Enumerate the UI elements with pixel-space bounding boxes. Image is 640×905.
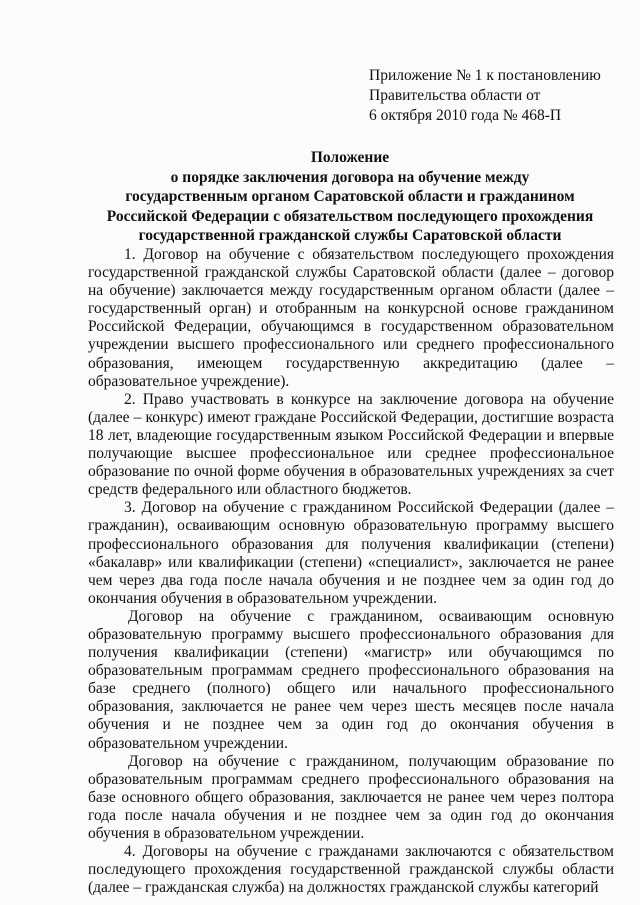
appendix-line-2: Правительства области от: [369, 87, 541, 104]
appendix-block: [369, 66, 601, 126]
title-line-5: государственной гражданской службы Саратовской области: [138, 227, 562, 244]
title-line-1: Положение: [310, 149, 390, 166]
document-body: [88, 246, 614, 897]
title-line-2: о порядке заключения договора на обучение между: [170, 168, 530, 186]
paragraph-5: Договор на обучение с гражданином, получающим образование по образовательным программам среднего профессионального образования на базе основного общего образования, заключается не ранее чем через полтора года после начала обучения и не позднее чем за один год до окончания обучения в образовательном учреждении.: [88, 752, 614, 842]
paragraph-6: 4. Договоры на обучение с гражданами заключаются с обязательством последующего прохождения государственной гражданской службы области (далее – гражданская служба) на должностях гражданской службы категорий: [88, 843, 614, 897]
title-line-3: государственным органом Саратовской области и гражданином: [125, 188, 575, 205]
appendix-line-3: 6 октября 2010 года № 468-П: [369, 107, 562, 124]
paragraph-1: 1. Договор на обучение с обязательством последующего прохождения государственной гражданской службы Саратовской области (далее – договор на обучение) заключается между государственным органом области (далее – государственный орган) и отобранным на конкурсной основе гражданином Российской Федерации, обучающимся в государственном образовательном учреждении высшего профессионального или среднего профессионального образования, имеющем государственную аккредитацию (далее – образовательное учреждение).: [88, 246, 614, 390]
title-line-4: Российской Федерации с обязательством последующего прохождения: [106, 207, 594, 225]
document-title: [60, 148, 640, 246]
appendix-line-1: Приложение № 1 к постановлению: [369, 67, 601, 84]
paragraph-4: Договор на обучение с гражданином, осваивающим основную образовательную программу высшего профессионального образования для получения квалификации (степени) «магистр» или обучающимся по образовательным программам среднего профессионального образования на базе среднего (полного) общего или начального профессионального образования, заключается не ранее чем через шесть месяцев после начала обучения и не позднее чем за один год до окончания обучения в образовательном учреждении.: [88, 607, 614, 752]
paragraph-2: 2. Право участвовать в конкурсе на заключение договора на обучение (далее – конкурс) имеют граждане Российской Федерации, достигшие возраста 18 лет, владеющие государственным языком Российской Федерации и впервые получающие высшее профессиональное или среднее профессиональное образование по очной форме обучения в образовательных учреждениях за счет средств федерального или областного бюджетов.: [88, 390, 614, 499]
paragraph-3: 3. Договор на обучение с гражданином Российской Федерации (далее – гражданин), осваивающим основную образовательную программу высшего профессионального образования для получения квалификации (степени) «бакалавр» или квалификации (степени) «специалист», заключается не ранее чем через два года после начала обучения и не позднее чем за один год до окончания обучения в образовательном учреждении.: [88, 499, 614, 607]
